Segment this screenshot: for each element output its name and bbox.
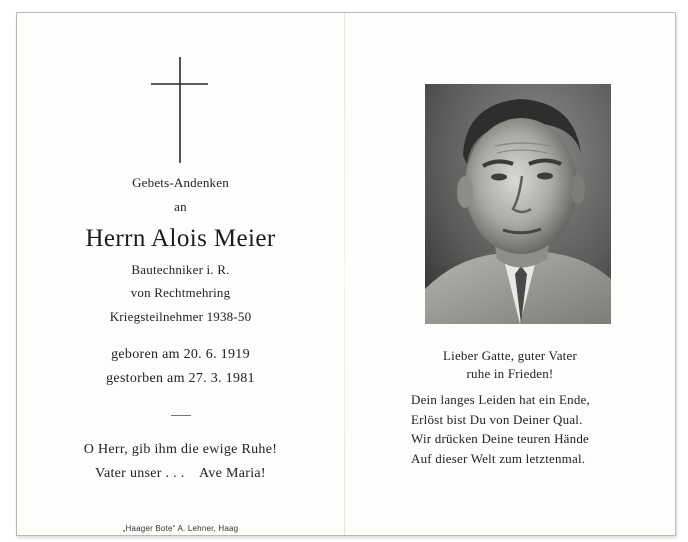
death-date: gestorben am 27. 3. 1981 (106, 371, 255, 386)
birth-date: geboren am 20. 6. 1919 (111, 347, 250, 362)
right-panel (345, 13, 675, 535)
epitaph-line-1: Lieber Gatte, guter Vater (443, 348, 577, 363)
cross-icon (17, 13, 344, 173)
greeting-text: Gebets-Andenken (132, 175, 229, 190)
left-panel (17, 13, 344, 535)
verse-line: Auf dieser Welt zum letztenmal. (411, 450, 586, 466)
memorial-card (16, 12, 676, 536)
epitaph-line-2: ruhe in Frieden! (466, 366, 554, 381)
prayer-line-1: O Herr, gib ihm die ewige Ruhe! (83, 442, 278, 457)
verse-line: Dein langes Leiden hat ein Ende, (411, 392, 590, 407)
occupation-text: Bautechniker i. R. (131, 262, 230, 277)
service-text: Kriegsteilnehmer 1938-50 (109, 309, 252, 324)
divider (171, 415, 191, 416)
verse-line: Erlöst bist Du von Deiner Qual. (411, 411, 583, 427)
verse-line: Wir drücken Deine teuren Hände (411, 431, 590, 446)
prayer-line-2: Vater unser . . . Ave Maria! (95, 466, 266, 481)
origin-text: von Rechtmehring (130, 285, 231, 300)
verse-block (411, 390, 651, 468)
portrait-image (425, 84, 611, 324)
an-text: an (174, 199, 187, 214)
portrait-photo (425, 84, 611, 324)
printer-imprint: „Haager Bote“ A. Lehner, Haag (122, 524, 239, 533)
deceased-name: Herrn Alois Meier (85, 225, 276, 252)
